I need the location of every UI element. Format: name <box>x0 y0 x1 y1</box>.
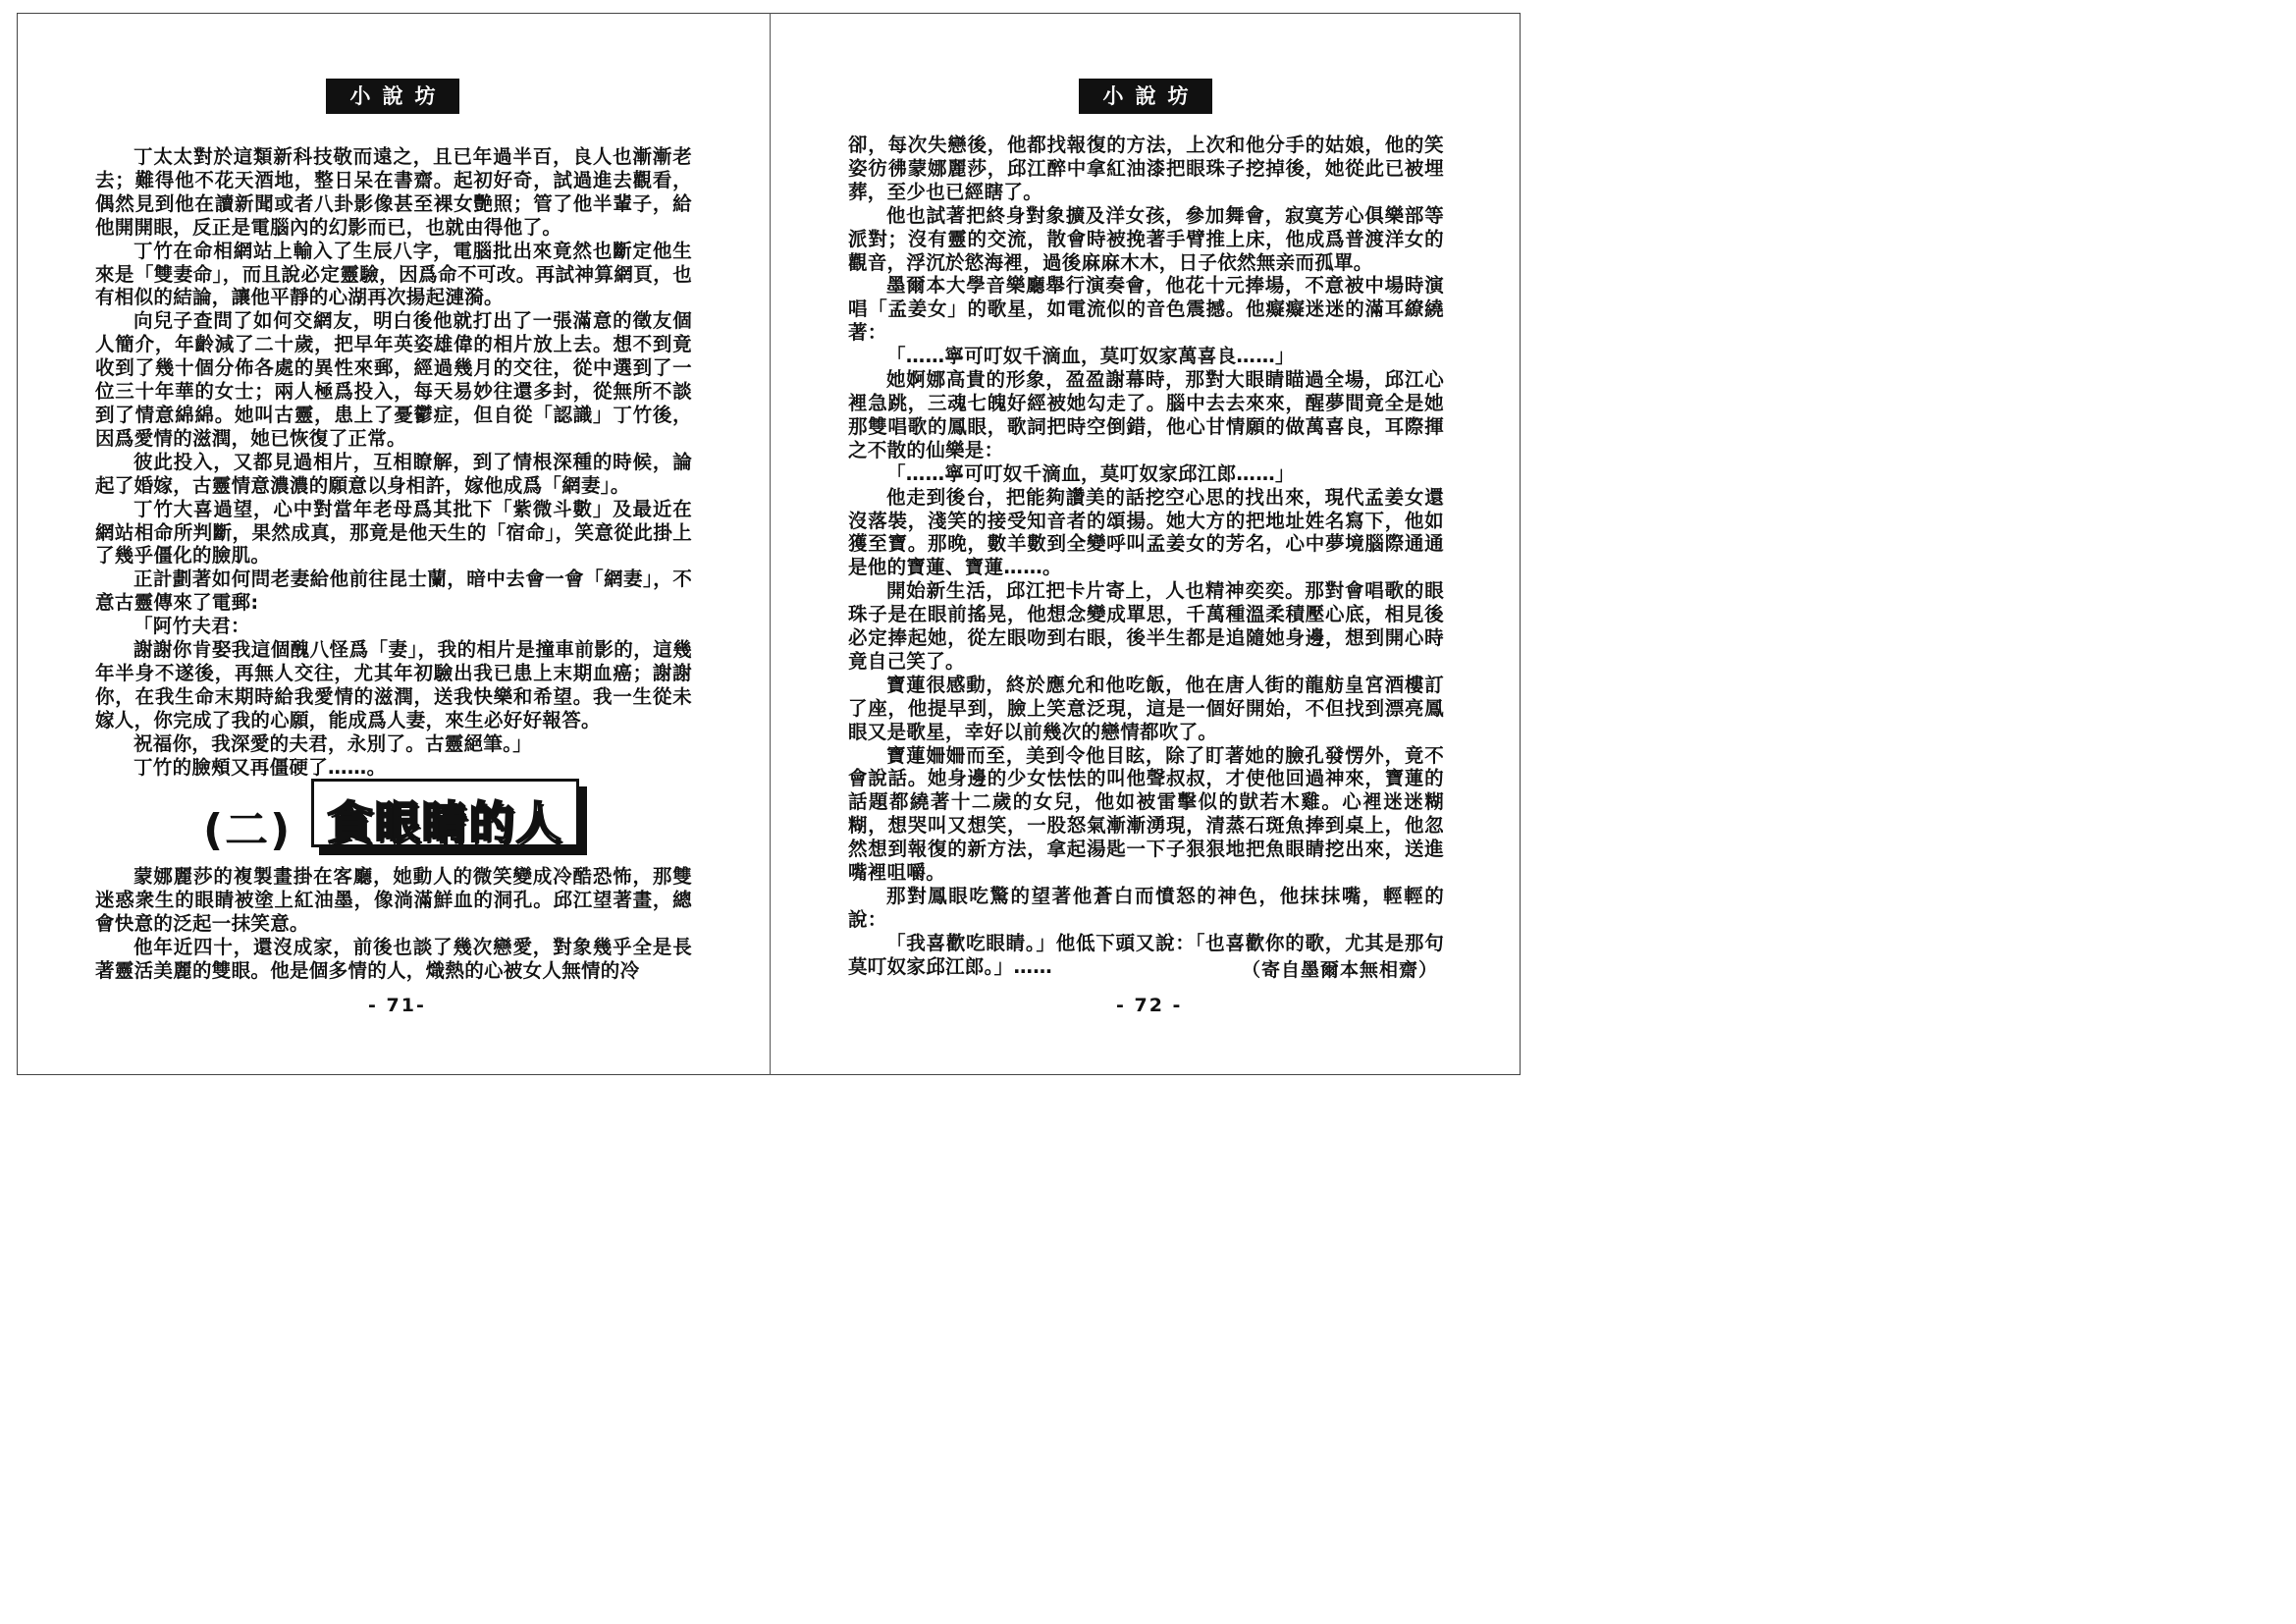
paragraph: 寶蓮很感動，終於應允和他吃飯，他在唐人街的龍舫皇宮酒樓訂了座，他提早到，臉上笑意泛現，這是一個好開始，不但找到漂亮鳳眼又是歌星，幸好以前幾次的戀情都吹了。 <box>848 673 1444 743</box>
paragraph: 丁竹的臉頰又再僵硬了……。 <box>133 755 387 779</box>
paragraph: 開始新生活，邱江把卡片寄上，人也精神奕奕。那對會唱歌的眼珠子是在眼前搖晃，他想念變成單思，千萬種溫柔積壓心底，相見後必定捧起她，從左眼吻到右眼，後半生都是追隨她身邊，想到開心時竟自己笑了。 <box>848 579 1444 673</box>
chapter-title-box <box>311 779 579 847</box>
chapter-title: 貪眼睛的人 <box>327 796 563 849</box>
paragraph: 蒙娜麗莎的複製畫掛在客廳，她動人的微笑變成冷酷恐怖，那雙迷惑衆生的眼睛被塗上紅油墨，像淌滿鮮血的洞孔。邱江望著畫，總會快意的泛起一抹笑意。 <box>95 865 692 935</box>
story-text-top <box>95 145 692 779</box>
paragraph: 他也試著把終身對象擴及洋女孩，參加舞會，寂寞芳心俱樂部等派對；沒有靈的交流，散會時被挽著手臂推上床，他成爲普渡洋女的觀音，浮沉於慾海裡，過後麻麻木木，日子依然無亲而孤單。 <box>848 203 1444 274</box>
paragraph: 「……寧可叮奴千滴血，莫叮奴家萬喜良……」 <box>886 345 1295 368</box>
page-number: - 72 - <box>1116 995 1183 1016</box>
chapter-number: (二) <box>203 805 293 855</box>
paragraph: 墨爾本大學音樂廳舉行演奏會，他花十元捧場，不意被中場時演唱「孟姜女」的歌星，如電流似的音色震撼。他癡癡迷迷的滿耳繚繞著： <box>848 274 1444 345</box>
chapter-heading <box>203 779 615 857</box>
story-text-bottom <box>95 865 692 983</box>
paragraph: 他走到後台，把能夠讚美的話挖空心思的找出來，現代孟姜女還沒落裝，淺笑的接受知音者的頌揚。她大方的把地址姓名寫下，他如獲至寶。那晚，數羊數到全變呼叫孟姜女的芳名，心中夢境腦際通通是他的寶蓮、寶蓮……。 <box>848 485 1444 579</box>
paragraph: 那對鳳眼吃驚的望著他蒼白而憤怒的神色，他抹抹嘴，輕輕的說： <box>848 885 1444 931</box>
paragraph: 正計劃著如何問老妻給他前往昆士蘭，暗中去會一會「網妻」，不意古靈傳來了電郵: <box>95 568 692 615</box>
right-page <box>771 13 1521 1075</box>
section-header: 小說坊 <box>326 79 459 114</box>
paragraph: 他年近四十，還沒成家，前後也談了幾次戀愛，對象幾乎全是長著靈活美麗的雙眼。他是個多情的人，熾熱的心被女人無情的冷 <box>95 935 692 982</box>
paragraph: 「阿竹夫君： <box>133 615 250 638</box>
author-signature: （寄自墨爾本無相齋） <box>1242 959 1439 981</box>
left-page <box>17 13 770 1075</box>
story-text <box>848 134 1444 979</box>
paragraph: 彼此投入，又都見過相片，互相瞭解，到了情根深種的時候，論起了婚嫁，古靈情意濃濃的願意以身相許，嫁他成爲「網妻」。 <box>95 450 692 497</box>
paragraph: 謝謝你肯娶我這個醜八怪爲「妻」，我的相片是撞車前影的，這幾年半身不遂後，再無人交往，尤其年初驗出我已患上末期血癌；謝謝你，在我生命末期時給我愛情的滋潤，送我快樂和希望。我一生從未嫁人，你完成了我的心願，能成爲人妻，來生必好好報答。 <box>95 638 692 731</box>
page-number: - 71- <box>368 995 426 1016</box>
paragraph: 卻，每次失戀後，他都找報復的方法，上次和他分手的姑娘，他的笑姿彷彿蒙娜麗莎，邱江醉中拿紅油漆把眼珠子挖掉後，她從此已被埋葬，至少也已經瞎了。 <box>848 134 1444 203</box>
paragraph: 寶蓮姍姍而至，美到令他目眩，除了盯著她的臉孔發愣外，竟不會說話。她身邊的少女怯怯的叫他聲叔叔，才使他回過神來，寶蓮的話題都繞著十二歲的女兒，他如被雷擊似的獃若木雞。心裡迷迷糊糊，想哭叫又想笑，一股怒氣漸漸湧現，清蒸石斑魚捧到桌上，他忽然想到報復的新方法，拿起湯匙一下子狠狠地把魚眼睛挖出來，送進嘴裡咀嚼。 <box>848 743 1444 885</box>
paragraph: 向兒子查問了如何交網友，明白後他就打出了一張滿意的徵友個人簡介，年齡減了二十歲，把早年英姿雄偉的相片放上去。想不到竟收到了幾十個分佈各處的異性來郵，經過幾月的交往，從中選到了一位三十年華的女士；兩人極爲投入，每天易妙往還多封，從無所不談到了情意綿綿。她叫古靈，患上了憂鬱症，但自從「認識」丁竹後，因爲愛情的滋潤，她已恢復了正常。 <box>95 309 692 450</box>
paragraph: 丁太太對於這類新科技敬而遠之，且已年過半百，良人也漸漸老去；難得他不花天酒地，整日呆在書齋。起初好奇，試過進去觀看，偶然見到他在讀新聞或者八卦影像甚至裸女艷照；管了他半輩子，給他開開眼，反正是電腦內的幻影而已，也就由得他了。 <box>95 145 692 239</box>
section-header: 小說坊 <box>1079 79 1212 114</box>
paragraph: 祝福你，我深愛的夫君，永別了。古靈絕筆。」 <box>133 731 533 755</box>
paragraph: 她婀娜高貴的形象，盈盈謝幕時，那對大眼睛瞄過全場，邱江心裡急跳，三魂七魄好經被她勾走了。腦中去去來來，醒夢間竟全是她那雙唱歌的鳳眼，歌詞把時空倒錯，他心甘情願的做萬喜良，耳際揮之不散的仙樂是： <box>848 368 1444 461</box>
paragraph: 丁竹在命相網站上輸入了生辰八字，電腦批出來竟然也斷定他生來是「雙妻命」，而且說必定靈驗，因爲命不可改。再試神算網頁，也有相似的結論，讓他平靜的心湖再次揚起漣漪。 <box>95 239 692 309</box>
paragraph: 「……寧可叮奴千滴血，莫叮奴家邱江郎……」 <box>886 461 1295 485</box>
paragraph: 丁竹大喜過望，心中對當年老母爲其批下「紫微斗數」及最近在網站相命所判斷，果然成真，那竟是他天生的「宿命」，笑意從此掛上了幾乎僵化的臉肌。 <box>95 497 692 568</box>
paragraph: 「我喜歡吃眼睛。」他低下頭又說：「也喜歡你的歌，尤其是那句莫叮奴家邱江郎。」…… <box>848 931 1444 978</box>
